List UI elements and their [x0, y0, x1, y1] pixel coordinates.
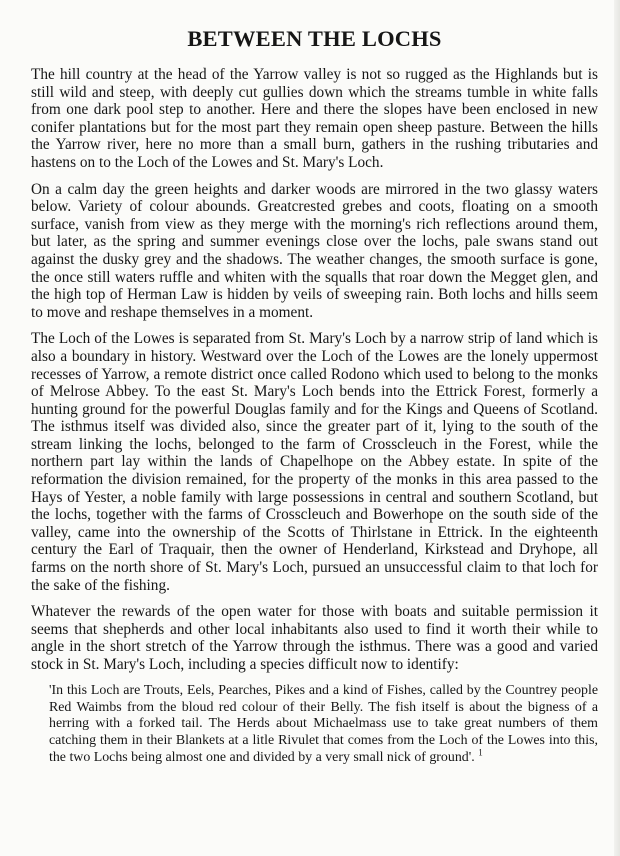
chapter-title: BETWEEN THE LOCHS	[187, 26, 442, 51]
block-quote	[49, 683, 598, 768]
paragraph-3: The Loch of the Lowes is separated from St. Mary's Loch by a narrow strip of land which is also a boundary in history. Westward over the Loch of the Lowes are the lonely uppermost recesses of Yarrow, a remote district once called Rodono which used to belong to the monks of Melrose Abbey. To the east St. Mary's Loch bends into the Ettrick Forest, formerly a hunting ground for the powerful Douglas family and for the Kings and Queens of Scotland. The isthmus itself was divided also, since the greater part of it, lying to the south of the stream linking the lochs, belonged to the farm of Crosscleuch in the Forest, while the northern part lay within the lands of Chapelhope on the Abbey estate. In spite of the reformation the division remained, for the property of the monks in this area passed to the Hays of Yester, a noble family with large possessions in central and southern Scotland, but the lochs, together with the farms of Crosscleuch and Bowerhope on the south side of the valley, came into the ownership of the Scotts of Thirlstane in Ettrick. In the eighteenth century the Earl of Traquair, then the owner of Henderland, Kirkstead and Dryhope, all farms on the north shore of St. Mary's Loch, pursued an unsuccessful claim to that loch for the sake of the fishing.	[31, 330, 598, 594]
quote-text: 'In this Loch are Trouts, Eels, Pearches, Pikes and a kind of Fishes, called by the Countrey people Red Waimbs from the bloud red colour of their Belly. The fish itself is about the bigness of a herring with a forked tail. The Herds about Michaelmass use to take great numbers of them catching them in their Blankets at a litle Rivulet that comes from the Loch of the Lowes into this, the two Lochs being almost one and divided by a very small nick of ground'.	[49, 682, 598, 766]
paragraph-4: Whatever the rewards of the open water for those with boats and suitable permission it seems that shepherds and other local inhabitants also used to find it worth their while to angle in the short stretch of the Yarrow through the isthmus. There was a good and varied stock in St. Mary's Loch, including a species difficult now to identify:	[31, 603, 598, 673]
paragraph-1: The hill country at the head of the Yarrow valley is not so rugged as the Highlands but is still wild and steep, with deeply cut gullies down which the streams tumble in white falls from one dark pool step to another. Here and there the slopes have been enclosed in new conifer plantations but for the most part they remain open sheep pasture. Between the hills the Yarrow river, here no more than a small burn, gathers in the rushing tributaries and hastens on to the Loch of the Lowes and St. Mary's Loch.	[31, 66, 598, 171]
paragraph-2: On a calm day the green heights and darker woods are mirrored in the two glassy waters below. Variety of colour abounds. Greatcrested grebes and coots, floating on a smooth surface, vanish from view as they merge with the morning's rich reflections around them, but later, as the spring and summer evenings close over the lochs, pale swans stand out against the dusky grey and the shadows. The weather changes, the smooth surface is gone, the once still waters ruffle and whiten with the squalls that roar down the Megget glen, and the high top of Herman Law is hidden by veils of sweeping rain. Both lochs and hills seem to move and reshape themselves in a moment.	[31, 180, 598, 321]
page-edge-shadow	[614, 0, 620, 856]
footnote-mark: 1	[478, 747, 483, 758]
